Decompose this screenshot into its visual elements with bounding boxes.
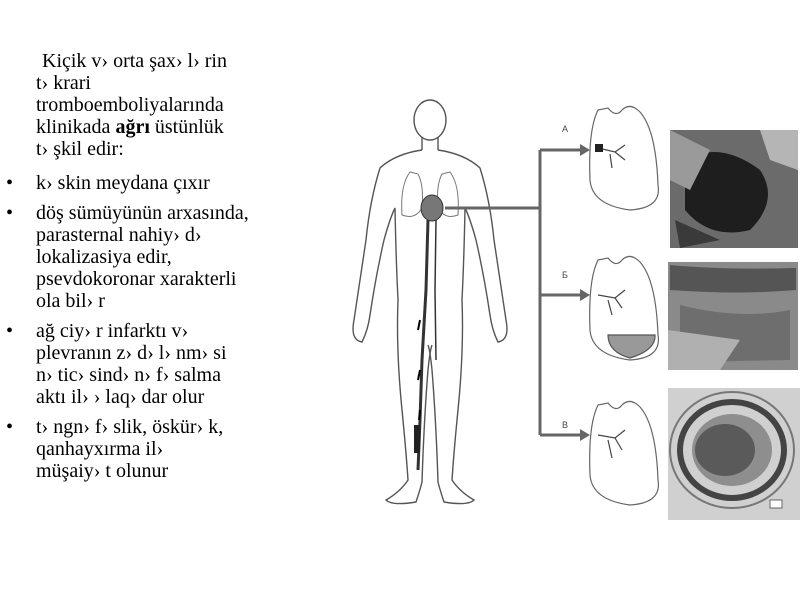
- bullet-line: n› tic› sind› n› f› salma: [36, 364, 221, 386]
- bullet-dot-icon: •: [6, 202, 14, 224]
- panel-label-b: Б: [562, 270, 568, 280]
- slide-text: [6, 50, 336, 490]
- intro-line: t› krari: [36, 72, 91, 94]
- intro-text: klinikada: [36, 116, 116, 138]
- bullet-line: döş sümüyünün arxasında,: [36, 202, 249, 224]
- bullet-item: [6, 416, 336, 482]
- bullet-dot-icon: •: [6, 416, 14, 438]
- tissue-photo-b: [668, 262, 798, 370]
- bullet-line: parasternal nahiy› d›: [36, 224, 202, 246]
- heart: [421, 195, 443, 221]
- lung-panel-b: [590, 256, 659, 360]
- intro-line: Kiçik v› orta şax› l› rin: [42, 50, 227, 72]
- intro-line: t› şkil edir:: [36, 138, 124, 160]
- bullet-line: müşaiy› t olunur: [36, 460, 169, 482]
- bullet-item: [6, 202, 336, 312]
- bullet-item: [6, 320, 336, 408]
- bullet-dot-icon: •: [6, 320, 14, 342]
- bullet-line: psevdokoronar xarakterli: [36, 268, 237, 290]
- bullet-dot-icon: •: [6, 172, 14, 194]
- lung-panel-a: [590, 106, 659, 210]
- bullet-line: ağ ciy› r infarktı v›: [36, 320, 189, 342]
- tissue-photo-c: [668, 388, 800, 520]
- bullet-line: ola bil› r: [36, 290, 105, 312]
- bullet-line: plevranın z› d› l› nm› si: [36, 342, 227, 364]
- intro-text: üstünlük: [149, 116, 224, 138]
- arrow-connectors: [445, 150, 580, 435]
- bullet-list: [6, 172, 336, 482]
- tissue-photo-a: [670, 130, 798, 248]
- bullet-line: lokalizasiya edir,: [36, 246, 172, 268]
- arrow-heads: [580, 144, 590, 441]
- human-body-figure: [353, 100, 507, 504]
- panel-label-a: A: [562, 124, 569, 134]
- bullet-line: k› skin meydana çıxır: [36, 172, 210, 194]
- lung-panel-c: [590, 401, 659, 505]
- bullet-line: t› ngn› f› slik, öskür› k,: [36, 416, 224, 438]
- intro-line: tromboemboliyalarında: [36, 94, 224, 116]
- vein-path: [414, 220, 436, 470]
- intro-paragraph: [6, 50, 336, 160]
- intro-bold-word: ağrı: [115, 116, 150, 138]
- bullet-line: aktı il› › laq› dar olur: [36, 386, 205, 408]
- pulmonary-embolism-illustration: [340, 90, 800, 520]
- bullet-line: qanhayxırma il›: [36, 438, 164, 460]
- bullet-item: [6, 172, 336, 194]
- panel-label-c: В: [562, 420, 569, 430]
- intro-line: [36, 116, 336, 138]
